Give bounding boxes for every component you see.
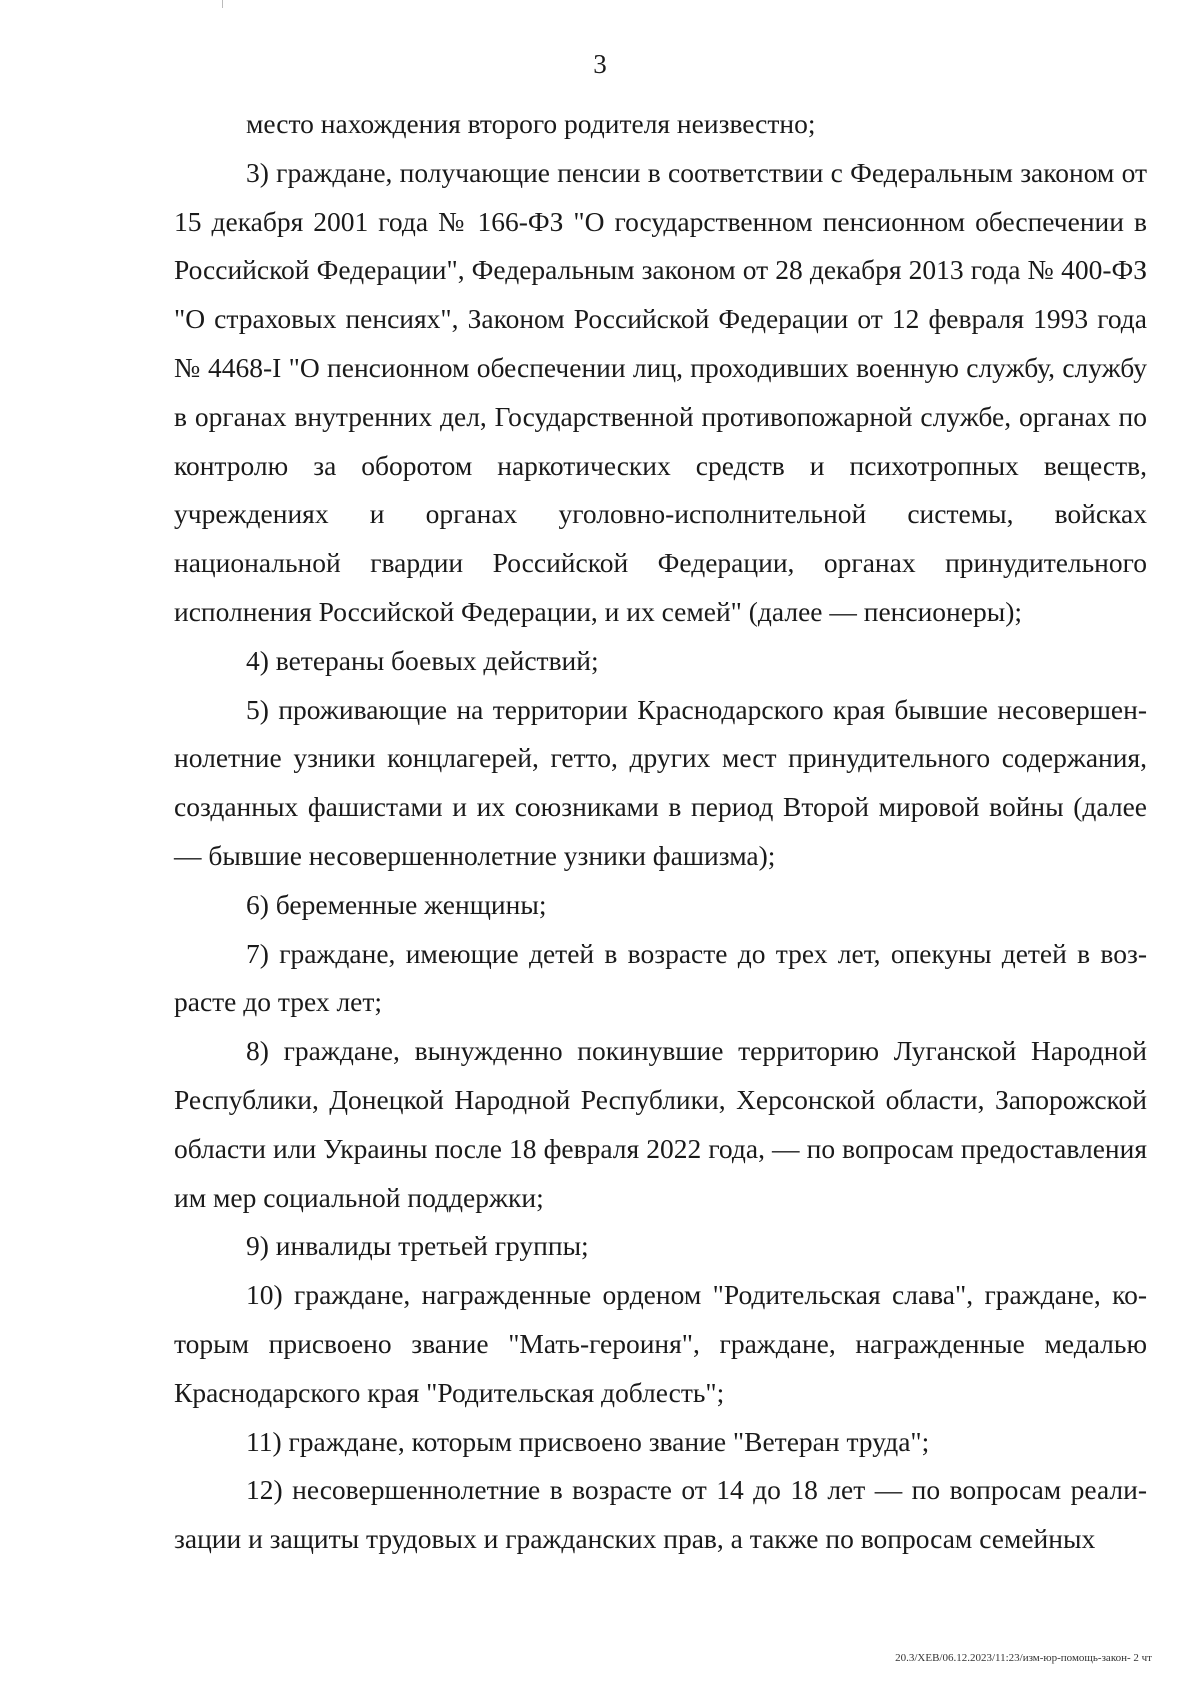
list-item-7: 7) граждане, имеющие детей в возрасте до трех лет, опекуны детей в возрасте до трех лет;	[174, 937, 1147, 1018]
list-item-8: 8) граждане, вынужденно покинувшие территорию Луганской Народной Республики, Донецкой Народной Республики, Херсонской области, Запорожской области или Украины после 18 февраля 2022 года, — по вопросам предоставления им мер социальной поддержки;	[174, 1035, 1147, 1213]
list-item-12: 12) несовершеннолетние в возрасте от 14 до 18 лет — по вопросам реализации и защиты трудовых и гражданских прав, а также по вопросам семейных	[174, 1474, 1147, 1555]
list-item-10: 10) граждане, награжденные орденом "Родительская слава", граждане, которым присвоено звание "Мать-героиня", граждане, награжденные медалью Краснодарского края "Родительская доблесть";	[174, 1279, 1147, 1408]
list-item-4: 4) ветераны боевых действий;	[246, 644, 599, 676]
list-item-11: 11) граждане, которым присвоено звание "Ветеран труда";	[246, 1425, 930, 1457]
list-item-3: 3) граждане, получающие пенсии в соответствии с Федеральным законом от 15 декабря 2001 года № 166-ФЗ "О государственном пенсионном обеспечении в Российской Федерации", Федеральным законом от 28 декабря 2013 года № 400-ФЗ "О страховых пенсиях", Законом Российской Федерации от 12 февраля 1993 года № 4468-I "О пенсионном обеспечении лиц, проходивших военную службу, службу в органах внутренних дел, Государственной противопожарной службе, органах по контролю за оборотом наркотических средств и психотропных веществ, учреждениях и органах уголовно-исполнительной системы, войсках национальной гвардии Российской Федерации, органах принудительного исполнения Российской Федерации, и их семей" (далее — пенсионеры);	[174, 156, 1147, 627]
document-footer-code: 20.3/ХЕВ/06.12.2023/11:23/изм-юр-помощь-закон- 2 чт	[895, 1652, 1152, 1664]
list-item-6: 6) беременные женщины;	[246, 888, 547, 920]
paragraph-continuation: место нахождения второго родителя неизвестно;	[246, 108, 816, 139]
scan-artifact	[222, 0, 223, 8]
list-item-9: 9) инвалиды третьей группы;	[246, 1230, 589, 1262]
document-body	[174, 100, 1147, 1564]
page-number: 3	[593, 49, 607, 79]
list-item-5: 5) проживающие на территории Краснодарского края бывшие несовершеннолетние узники концлагерей, гетто, других мест принудительного содержания, созданных фашистами и их союзниками в период Второй мировой войны (далее — бывшие несовершеннолетние узники фашизма);	[174, 693, 1147, 871]
